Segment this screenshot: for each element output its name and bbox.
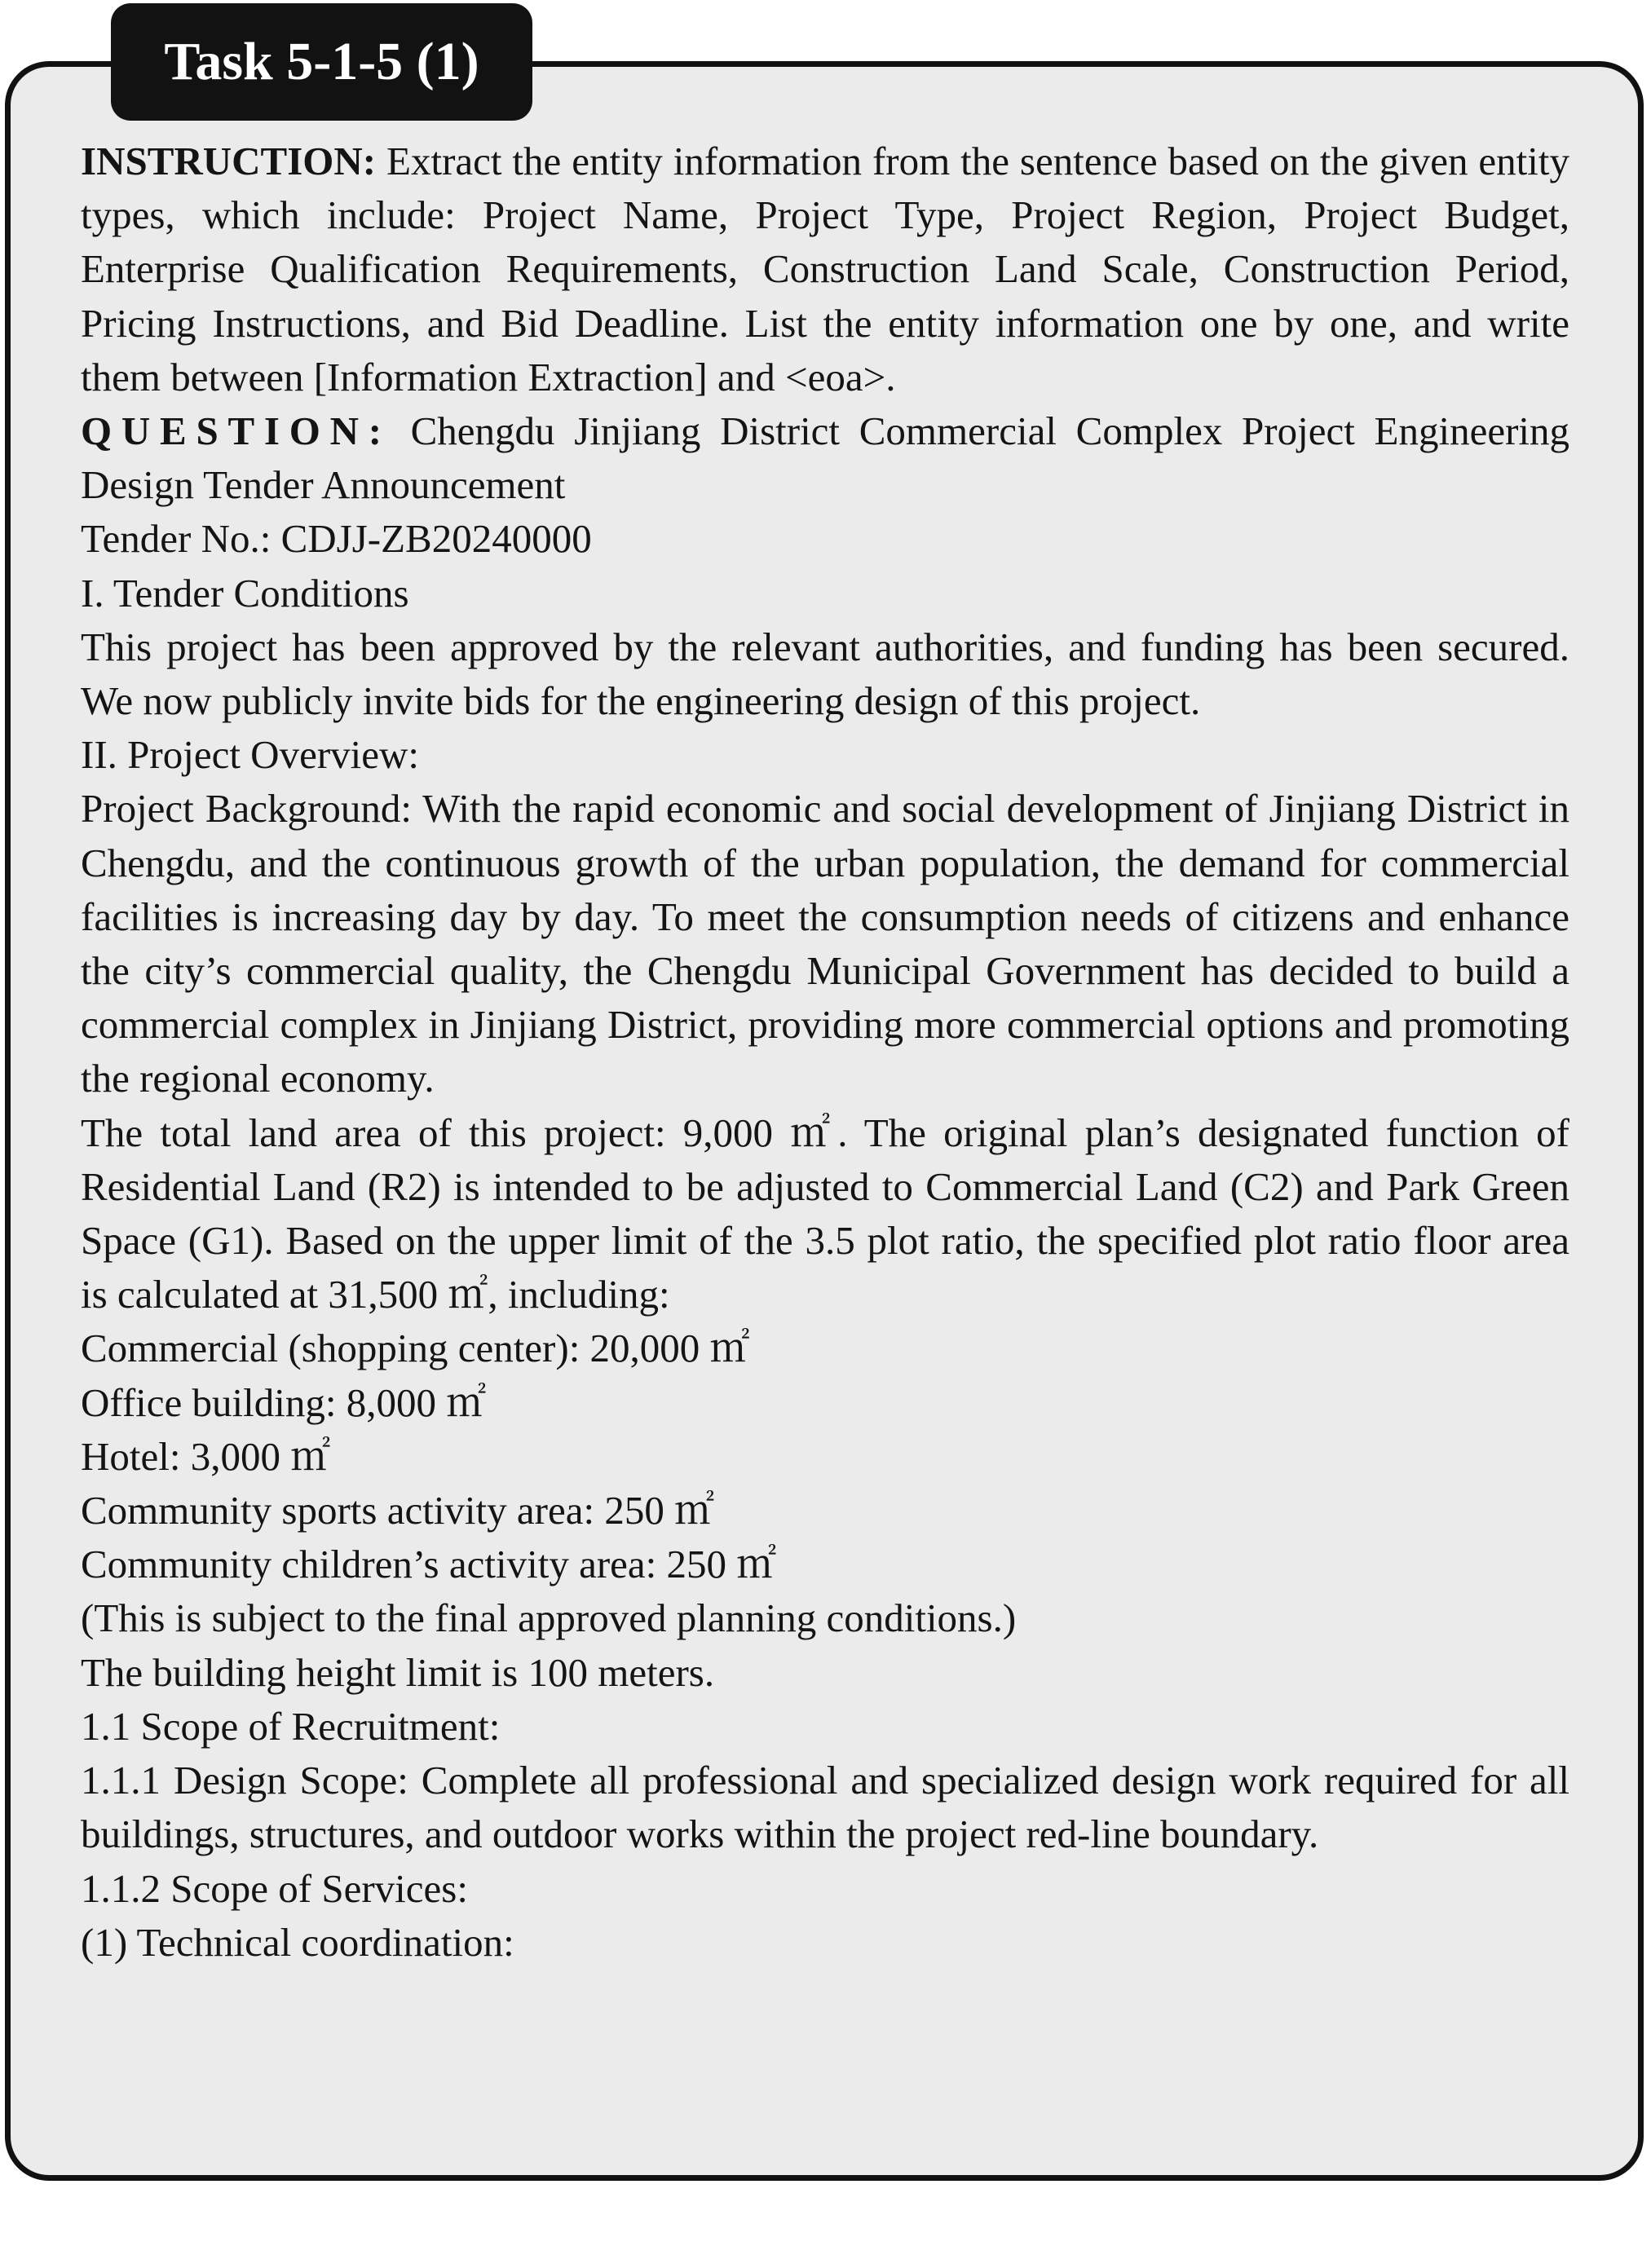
section-heading-tender-conditions: I. Tender Conditions: [81, 570, 409, 616]
question-label: QUESTION:: [81, 408, 391, 454]
design-scope-text: 1.1.1 Design Scope: Complete all professional and specialized design work required for all buildings, structures, and outdoor works within the project red-line boundary.: [81, 1758, 1569, 1857]
area-item-hotel: Hotel: 3,000 ㎡: [81, 1433, 331, 1479]
area-item-office: Office building: 8,000 ㎡: [81, 1379, 487, 1425]
area-item-commercial: Commercial (shopping center): 20,000 ㎡: [81, 1326, 750, 1371]
tender-conditions-text: This project has been approved by the relevant authorities, and funding has been secured. We now publicly invite bids for the engineering design of this project.: [81, 624, 1569, 724]
task-tag: Task 5-1-5 (1): [111, 3, 532, 121]
area-item-children: Community children’s activity area: 250 ㎡: [81, 1542, 777, 1587]
card-content: [81, 135, 1569, 1970]
project-background-text: Project Background: With the rapid economic and social development of Jinjiang District in Chengdu, and the continuous growth of the urban population, the demand for commercial facilities is increasing day by day. To meet the consumption needs of citizens and enhance the city’s commercial quality, the Chengdu Municipal Government has decided to build a commercial complex in Jinjiang District, providing more commercial options and promoting the regional economy.: [81, 786, 1569, 1101]
question-title: Chengdu Jinjiang District Commercial Complex Project Engineering Design Tender Announcement: [81, 408, 1569, 508]
section-heading-project-overview: II. Project Overview:: [81, 732, 419, 778]
question-paragraph: [81, 404, 1569, 512]
instruction-paragraph: [81, 135, 1569, 404]
land-area-text: The total land area of this project: 9,000 ㎡. The original plan’s designated function of Residential Land (R2) is intended to be adjusted to Commercial Land (C2) and Park Green Space (G1). Based on the upper limit of the 3.5 plot ratio, the specified plot ratio floor area is calculated at 31,500 ㎡, including:: [81, 1110, 1569, 1317]
scope-heading: 1.1 Scope of Recruitment:: [81, 1703, 501, 1749]
planning-note: (This is subject to the final approved planning conditions.): [81, 1595, 1017, 1641]
technical-coordination-text: (1) Technical coordination:: [81, 1919, 514, 1965]
instruction-text: Extract the entity information from the sentence based on the given entity types, which include: Project Name, Project Type, Project Region, Project Budget, Enterprise Qualification Requirements, Construction Land Scale, Construction Period, Pricing Instructions, and Bid Deadline. List the entity information one by one, and write them between [Information Extraction] and <eoa>.: [81, 139, 1570, 399]
tender-number: Tender No.: CDJJ-ZB20240000: [81, 516, 592, 562]
area-item-sports: Community sports activity area: 250 ㎡: [81, 1488, 715, 1533]
services-heading: 1.1.2 Scope of Services:: [81, 1865, 468, 1911]
height-limit-text: The building height limit is 100 meters.: [81, 1649, 715, 1695]
instruction-label: INSTRUCTION:: [81, 139, 377, 183]
